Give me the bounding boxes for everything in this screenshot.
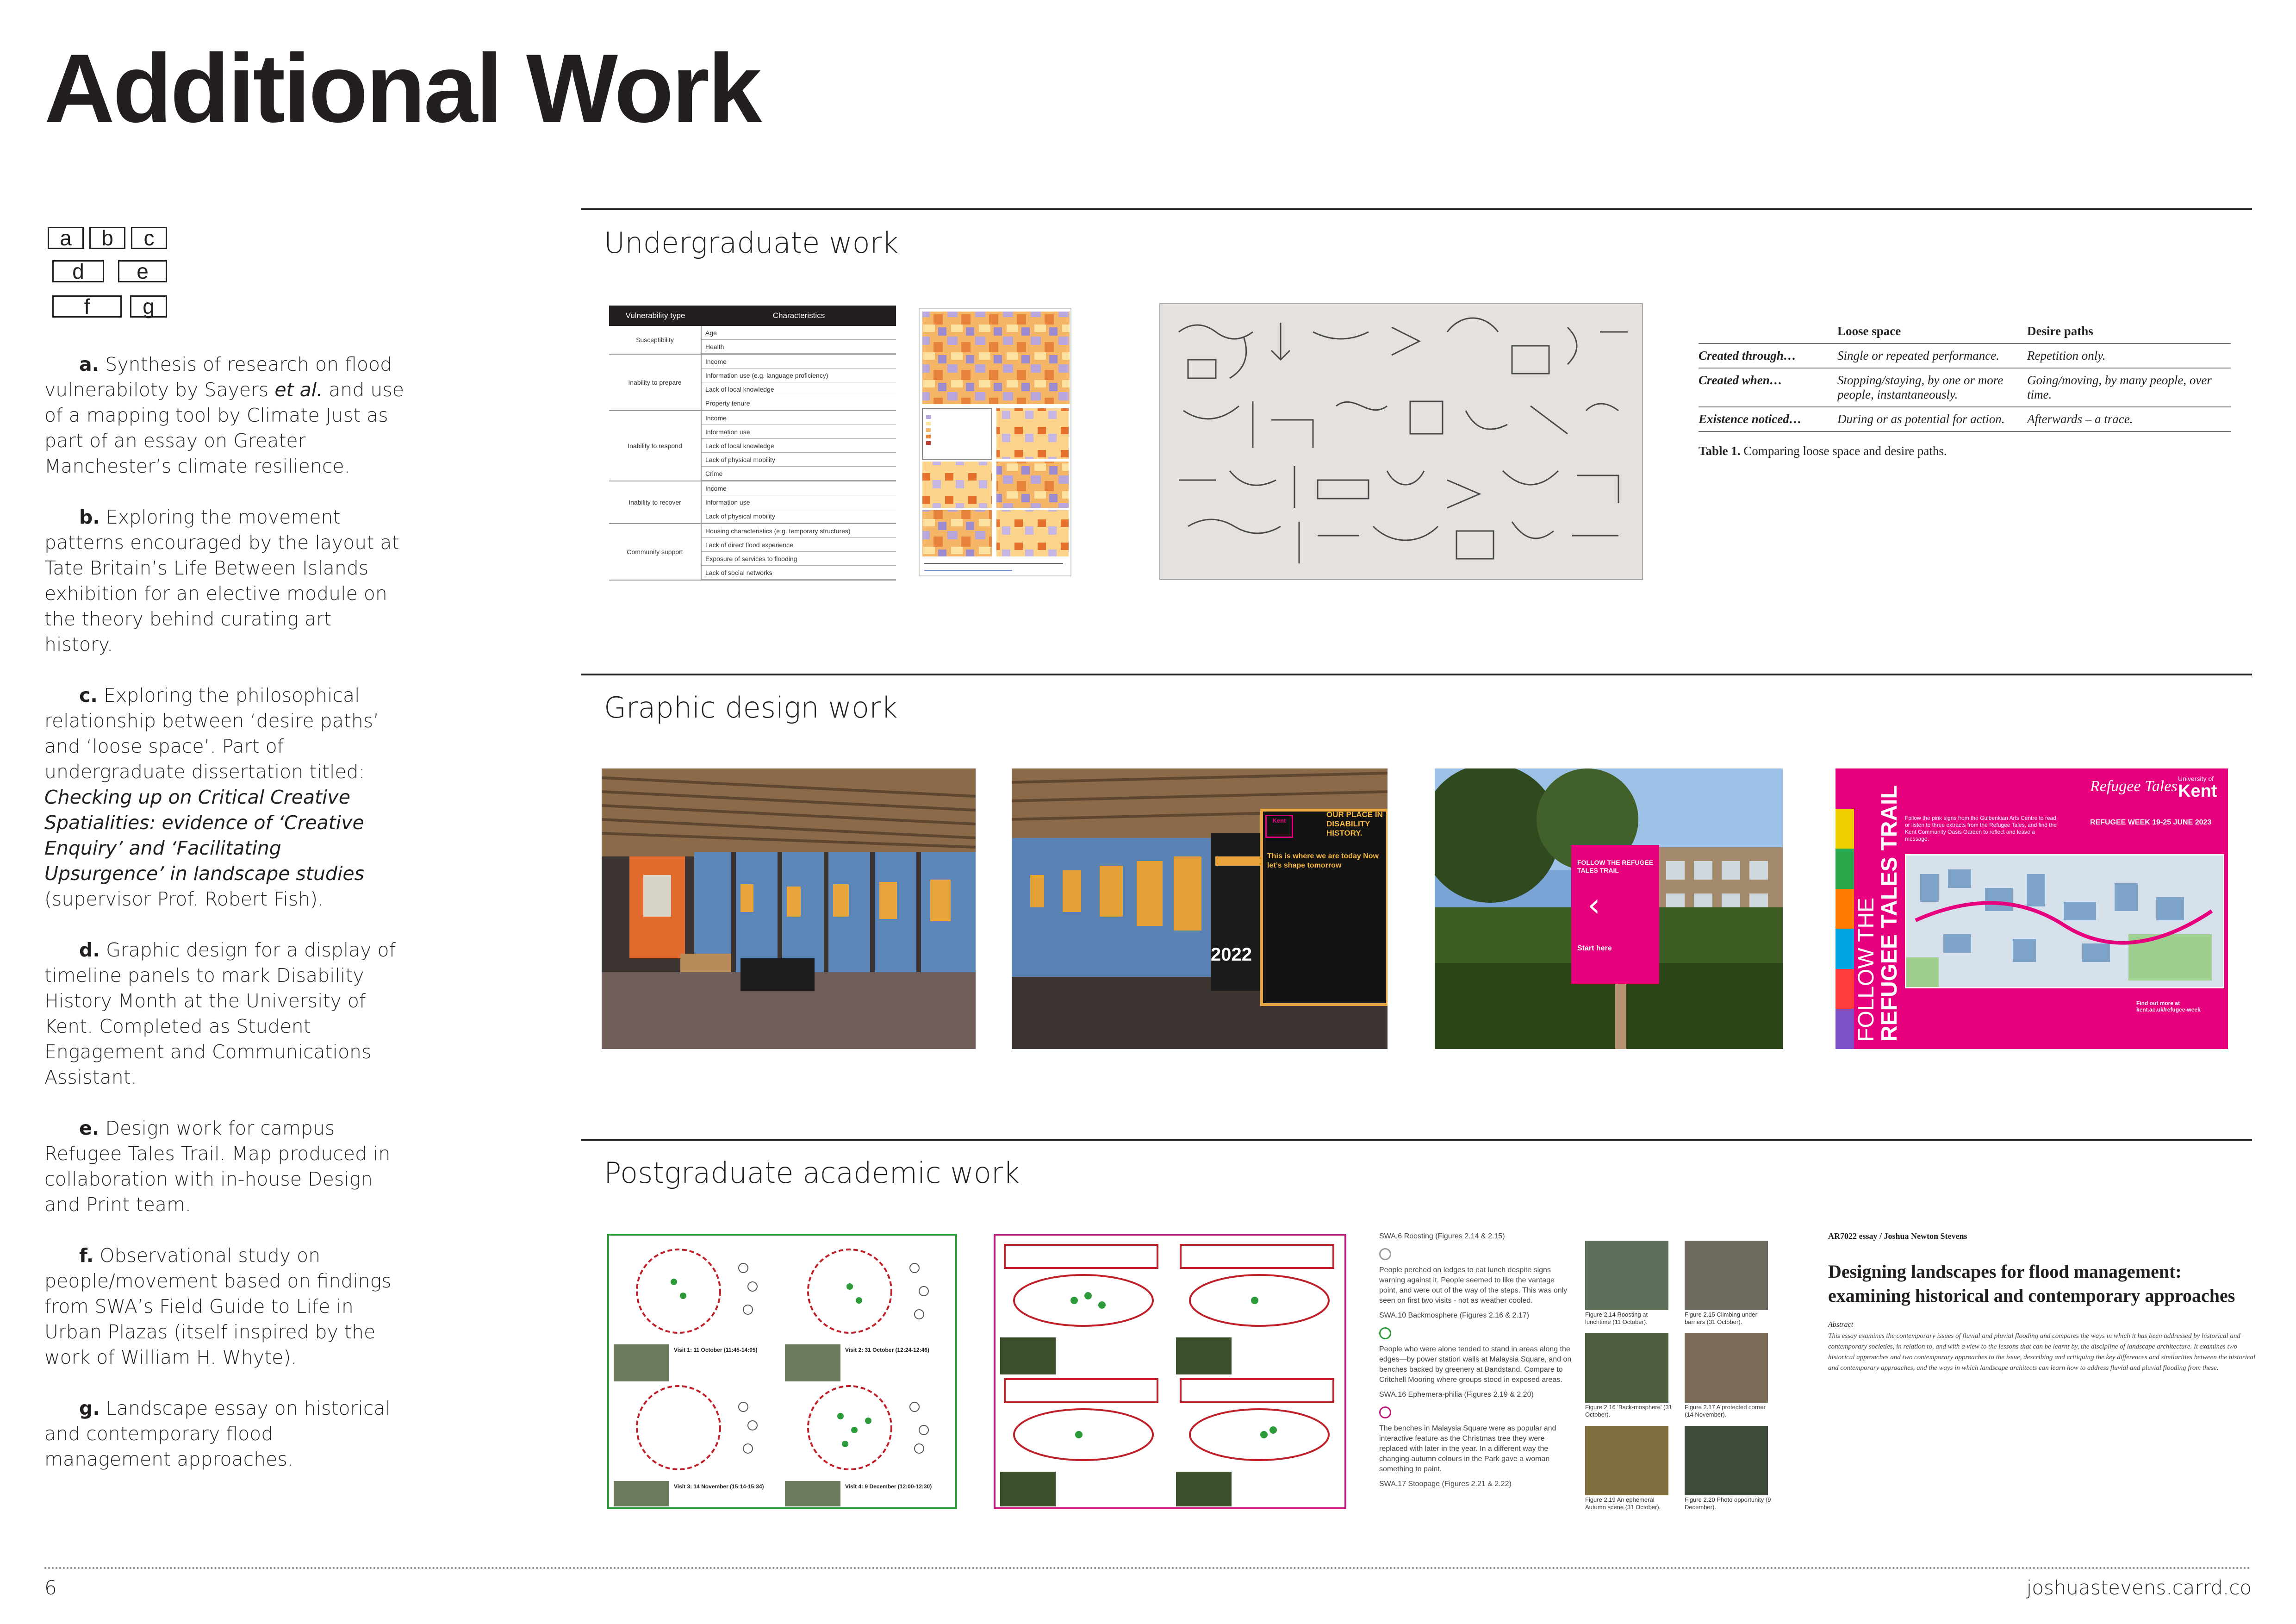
- table-row: Created through… Single or repeated performance. Repetition only.: [1699, 349, 2106, 362]
- essay-abstract-label: Abstract: [1828, 1321, 1854, 1329]
- observation-photos: [1585, 1241, 1771, 1514]
- table-row: Susceptibility Age Health: [609, 326, 896, 355]
- trail-sign-title: FOLLOW THE REFUGEE TALES TRAIL: [1577, 859, 1654, 874]
- table-row: Inability to recover Income Information use Lack of physical mobility: [609, 481, 896, 524]
- flood-essay-page: [1828, 1231, 2259, 1374]
- plaza-observation-plans: [607, 1234, 957, 1509]
- caption-d: d. Graphic design for a display of timeline panels to mark Disability History Month at the University of Kent. Completed as Student Engagement and Communications Assistant.: [44, 939, 396, 1088]
- page-number: 6: [44, 1576, 57, 1599]
- note-text: People perched on ledges to eat lunch despite signs warning against it. People seemed to like the vantage point, and were out of the way of the steps. This was only seen on first two visits - not as weather cooled.: [1379, 1266, 1568, 1305]
- movement-pattern-sketch: [1159, 303, 1643, 580]
- note-heading: SWA.6 Roosting (Figures 2.14 & 2.15): [1379, 1232, 1505, 1240]
- roosting-icon: [1379, 1248, 1391, 1260]
- note-text: People who were alone tended to stand in areas along the edges—by power station walls at Malaysia Square, and on benches backed by greenery at Bandstand. Compare to Critchell Mooring where groups stood in exposed areas.: [1379, 1345, 1572, 1384]
- poster-vertical-title: FOLLOW THE REFUGEE TALES TRAIL: [1854, 785, 1902, 1042]
- photo: [1685, 1241, 1768, 1310]
- poster-uni-big: Kent: [2178, 781, 2217, 801]
- caption-f: f. Observational study on people/movement based on findings from SWA’s Field Guide to Life in Urban Plazas (itself inspired by the work of William H. Whyte).: [44, 1244, 392, 1368]
- visit-label: Visit 4: 9 December (12:00-12:30): [845, 1483, 932, 1490]
- square-observation-plans: [994, 1234, 1346, 1509]
- vulnerability-table: [609, 306, 896, 579]
- photo: [1585, 1241, 1668, 1310]
- panel-year: 2022: [1211, 944, 1252, 965]
- poster-brand: Refugee Tales: [2090, 778, 2178, 795]
- photo-caption: Figure 2.15 Climbing under barriers (31 October).: [1685, 1311, 1757, 1325]
- note-text: The benches in Malaysia Square were as popular and interactive feature as the Christmas tree they were replaced with later in the year. In a different way the changing autumn colours in the Park gave a woman something to paint.: [1379, 1424, 1556, 1473]
- caption-b: b. Exploring the movement patterns encouraged by the layout at Tate Britain’s Life Between Islands exhibition for an elective module on the theory behind curating art history.: [44, 506, 399, 656]
- section-divider: [581, 674, 2252, 675]
- photo-caption: Figure 2.16 'Back-mosphere' (31 October).: [1585, 1404, 1672, 1418]
- legend-cell-d: d: [52, 260, 104, 282]
- legend-cell-e: e: [118, 260, 167, 282]
- caption-a: a. Synthesis of research on flood vulnerabiloty by Sayers et al. and use of a mapping tool by Climate Just as part of an essay on Greater Manchester’s climate resilience.: [44, 353, 404, 477]
- legend-cell-g: g: [130, 295, 167, 318]
- table-row: Created when… Stopping/staying, by one or more people, instantaneously. Going/moving, by many people, over time.: [1699, 373, 2212, 401]
- photo: [1585, 1426, 1668, 1495]
- backmosphere-icon: [1379, 1327, 1391, 1339]
- note-heading: SWA.17 Stoopage (Figures 2.21 & 2.22): [1379, 1480, 1512, 1488]
- photo-caption: Figure 2.17 A protected corner (14 November).: [1685, 1404, 1766, 1418]
- poster-follow-text: Follow the pink signs from the Gulbenkian Arts Centre to read or listen to three extracts from the Refugee Tales, and find the Kent Community Oasis Garden to reflect and leave a message.: [1905, 815, 2057, 842]
- refugee-tales-poster: [1836, 768, 2228, 1049]
- table-caption: Table 1. Comparing loose space and desire paths.: [1699, 444, 1947, 458]
- poster-color-bar: [1836, 768, 1854, 1049]
- ephemera-icon: [1379, 1406, 1391, 1418]
- table-header-row: Loose space Desire paths: [1837, 324, 2093, 338]
- kent-logo: Kent: [1265, 815, 1293, 838]
- table-row: Inability to prepare Income Information use (e.g. language proficiency) Lack of local knowledge Property tenure: [609, 355, 896, 411]
- section-divider: [581, 1139, 2252, 1141]
- legend-cell-a: a: [48, 227, 84, 249]
- photo-caption: Figure 2.20 Photo opportunity (9 December).: [1685, 1496, 1771, 1511]
- trail-sign-start: Start here: [1577, 944, 1612, 952]
- legend-cell-b: b: [89, 227, 125, 249]
- vulnerability-table-header: Vulnerability type Characteristics: [609, 306, 896, 326]
- caption-e: e. Design work for campus Refugee Tales Trail. Map produced in collaboration with in-house Design and Print team.: [44, 1117, 391, 1216]
- footer-divider: [44, 1567, 2252, 1569]
- photo: [1585, 1333, 1668, 1403]
- panel-heading: OUR PLACE IN DISABILITY HISTORY.: [1326, 810, 1383, 837]
- poster-week: REFUGEE WEEK 19-25 JUNE 2023: [2090, 818, 2212, 826]
- arrow-left-icon: ‹: [1587, 886, 1600, 924]
- poster-find-more: Find out more at kent.ac.uk/refugee-week: [2136, 1000, 2201, 1013]
- poster-uni-small: University of: [2178, 775, 2214, 782]
- section-divider: [581, 208, 2252, 210]
- section-title-postgrad: Postgraduate academic work: [604, 1156, 1020, 1190]
- photo: [1685, 1333, 1768, 1403]
- table-row: Community support Housing characteristics (e.g. temporary structures) Lack of direct flood experience Exposure of services to flooding Lack of social networks: [609, 524, 896, 581]
- page-title: Additional Work: [44, 34, 760, 143]
- table-row: Existence noticed… During or as potential for action. Afterwards – a trace.: [1699, 412, 2133, 426]
- legend-cell-c: c: [131, 227, 167, 249]
- note-heading: SWA.10 Backmosphere (Figures 2.16 & 2.17): [1379, 1312, 1529, 1319]
- campus-map: [1905, 854, 2224, 988]
- refugee-trail-sign-photo: [1435, 768, 1783, 1049]
- flood-vulnerability-maps: [919, 308, 1071, 576]
- website-link[interactable]: joshuastevens.carrd.co: [2026, 1576, 2252, 1599]
- visit-label: Visit 2: 31 October (12:24-12:46): [845, 1347, 929, 1353]
- visit-label: Visit 3: 14 November (15:14-15:34): [674, 1483, 764, 1490]
- timeline-panels-photo: [1012, 768, 1388, 1049]
- visit-label: Visit 1: 11 October (11:45-14:05): [674, 1347, 758, 1353]
- section-title-undergrad: Undergraduate work: [604, 226, 899, 260]
- essay-title: Designing landscapes for flood management: examining historical and contemporary approaches: [1828, 1261, 2235, 1306]
- note-heading: SWA.16 Ephemera-philia (Figures 2.19 & 2.20): [1379, 1391, 1534, 1399]
- photo: [1685, 1426, 1768, 1495]
- loose-space-table: [1699, 319, 2231, 458]
- photo-caption: Figure 2.19 An ephemeral Autumn scene (31 October).: [1585, 1496, 1661, 1511]
- photo-caption: Figure 2.14 Roosting at lunchtime (11 October).: [1585, 1311, 1648, 1325]
- observation-notes: [1379, 1231, 1574, 1494]
- caption-c: c. Exploring the philosophical relationship between ‘desire paths’ and ‘loose space’. Part of undergraduate dissertation titled: Checking up on Critical Creative Spatialities: evidence of ‘Creative Enquiry’ and ‘Facilitating Upsurgence’ in landscape studies (supervisor Prof. Robert Fish).: [44, 684, 380, 910]
- essay-abstract: This essay examines the contemporary issues of fluvial and pluvial flooding and compares the ways in which it has been addressed by historical and contemporary societies, in relation to, and with a view to the lessons that can be learnt by, the discipline of landscape architecture. It examines two historical approaches and two contemporary approaches to the issue, describing and critiquing the key differences and similarities between the historical and contemporary approaches, and the ways in which landscape architects can learn how to address fluvial and pluvial flooding from these.: [1828, 1332, 2256, 1372]
- panel-headline: This is where we are today Now let’s shape tomorrow: [1267, 852, 1379, 869]
- table-row: Inability to respond Income Information use Lack of local knowledge Lack of physical mobility Crime: [609, 411, 896, 481]
- section-title-graphic: Graphic design work: [604, 691, 898, 725]
- captions-column: [44, 352, 405, 1498]
- corridor-photo: [602, 768, 976, 1049]
- caption-g: g. Landscape essay on historical and contemporary flood management approaches.: [44, 1397, 391, 1470]
- legend-cell-f: f: [52, 295, 122, 318]
- essay-header: AR7022 essay / Joshua Newton Stevens: [1828, 1231, 1967, 1241]
